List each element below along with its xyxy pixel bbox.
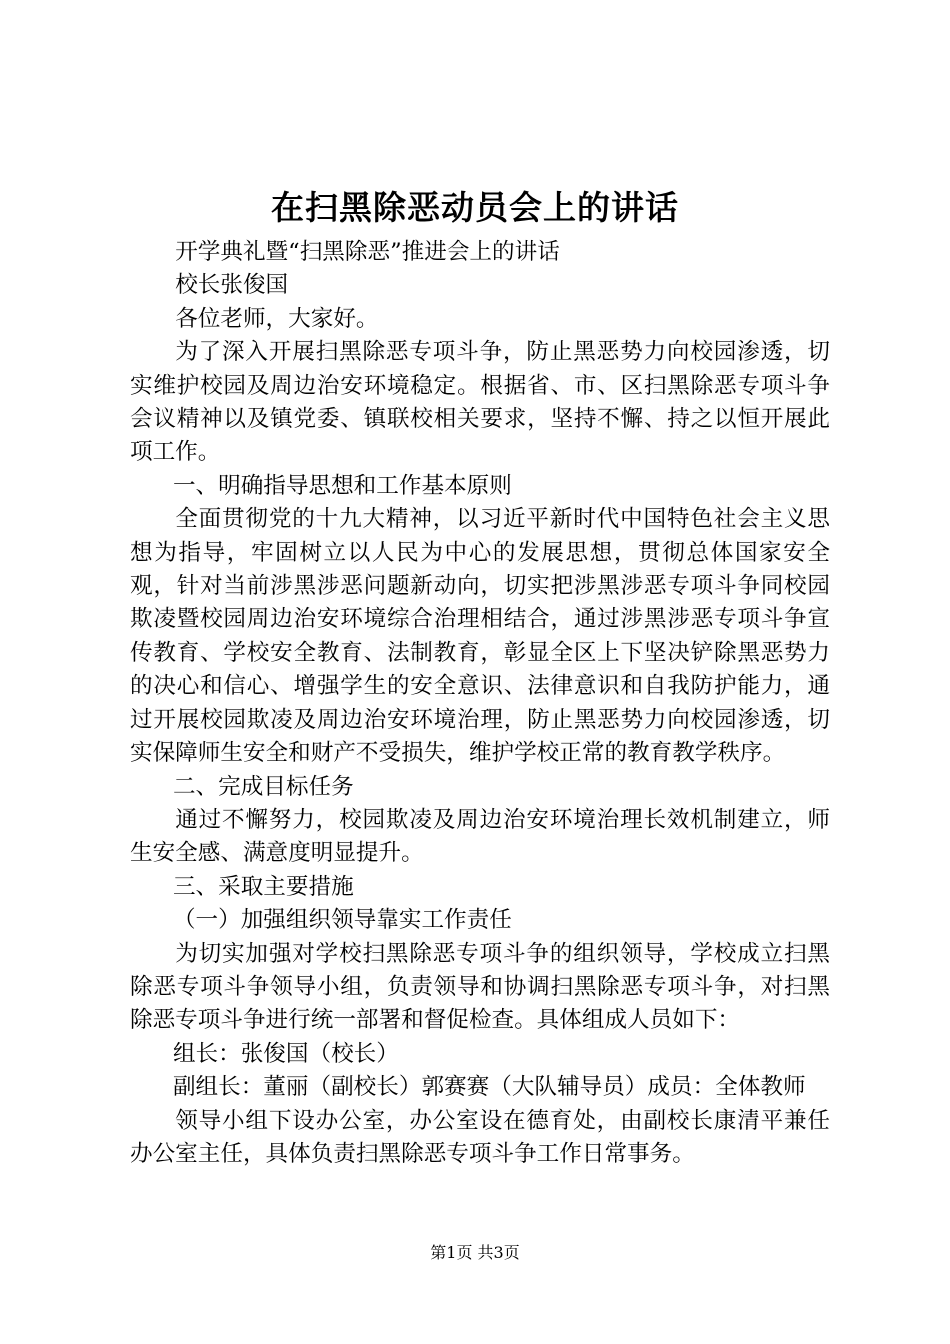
paragraph-greeting: 各位老师，大家好。	[175, 305, 379, 332]
document-title: 在扫黑除恶动员会上的讲话	[271, 188, 679, 227]
page-number: 第1页 共3页	[430, 1243, 520, 1262]
paragraph-speaker: 校长张俊国	[175, 272, 289, 299]
document-body	[130, 236, 830, 1171]
paragraph-office: 领导小组下设办公室，办公室设在德育处，由副校长康清平兼任办公室主任，具体负责扫黑除恶专项斗争工作日常事务。	[130, 1107, 830, 1167]
section-heading-3: 三、采取主要措施	[172, 873, 354, 900]
paragraph-goals: 通过不懈努力，校园欺凌及周边治安环境治理长效机制建立，师生安全感、满意度明显提升。	[130, 806, 830, 867]
section-heading-2: 二、完成目标任务	[172, 773, 354, 800]
paragraph-organization: 为切实加强对学校扫黑除恶专项斗争的组织领导，学校成立扫黑除恶专项斗争领导小组，负责领导和协调扫黑除恶专项斗争，对扫黑除恶专项斗争进行统一部署和督促检查。具体组成人员如下：	[130, 940, 830, 1034]
paragraph-group-leader: 组长：张俊国（校长）	[172, 1040, 399, 1067]
section-heading-1: 一、明确指导思想和工作基本原则	[172, 472, 512, 499]
paragraph-subtitle: 开学典礼暨“扫黑除恶”推进会上的讲话	[175, 239, 560, 265]
paragraph-intro: 为了深入开展扫黑除恶专项斗争，防止黑恶势力向校园渗透，切实维护校园及周边治安环境稳定。根据省、市、区扫黑除恶专项斗争会议精神以及镇党委、镇联校相关要求，坚持不懈、持之以恒开展此项工作。	[130, 339, 830, 466]
paragraph-deputy-leaders: 副组长：董丽（副校长）郭赛赛（大队辅导员）成员：全体教师	[172, 1074, 806, 1101]
subsection-heading-1: （一）加强组织领导靠实工作责任	[172, 907, 512, 934]
paragraph-guiding-thought: 全面贯彻党的十九大精神，以习近平新时代中国特色社会主义思想为指导，牢固树立以人民为中心的发展思想，贯彻总体国家安全观，针对当前涉黑涉恶问题新动向，切实把涉黑涉恶专项斗争同校园欺凌暨校园周边治安环境综合治理相结合，通过涉黑涉恶专项斗争宣传教育、学校安全教育、法制教育，彰显全区上下坚决铲除黑恶势力的决心和信心、增强学生的安全意识、法律意识和自我防护能力，通过开展校园欺凌及周边治安环境治理，防止黑恶势力向校园渗透，切实保障师生安全和财产不受损失，维护学校正常的教育教学秩序。	[130, 506, 830, 767]
